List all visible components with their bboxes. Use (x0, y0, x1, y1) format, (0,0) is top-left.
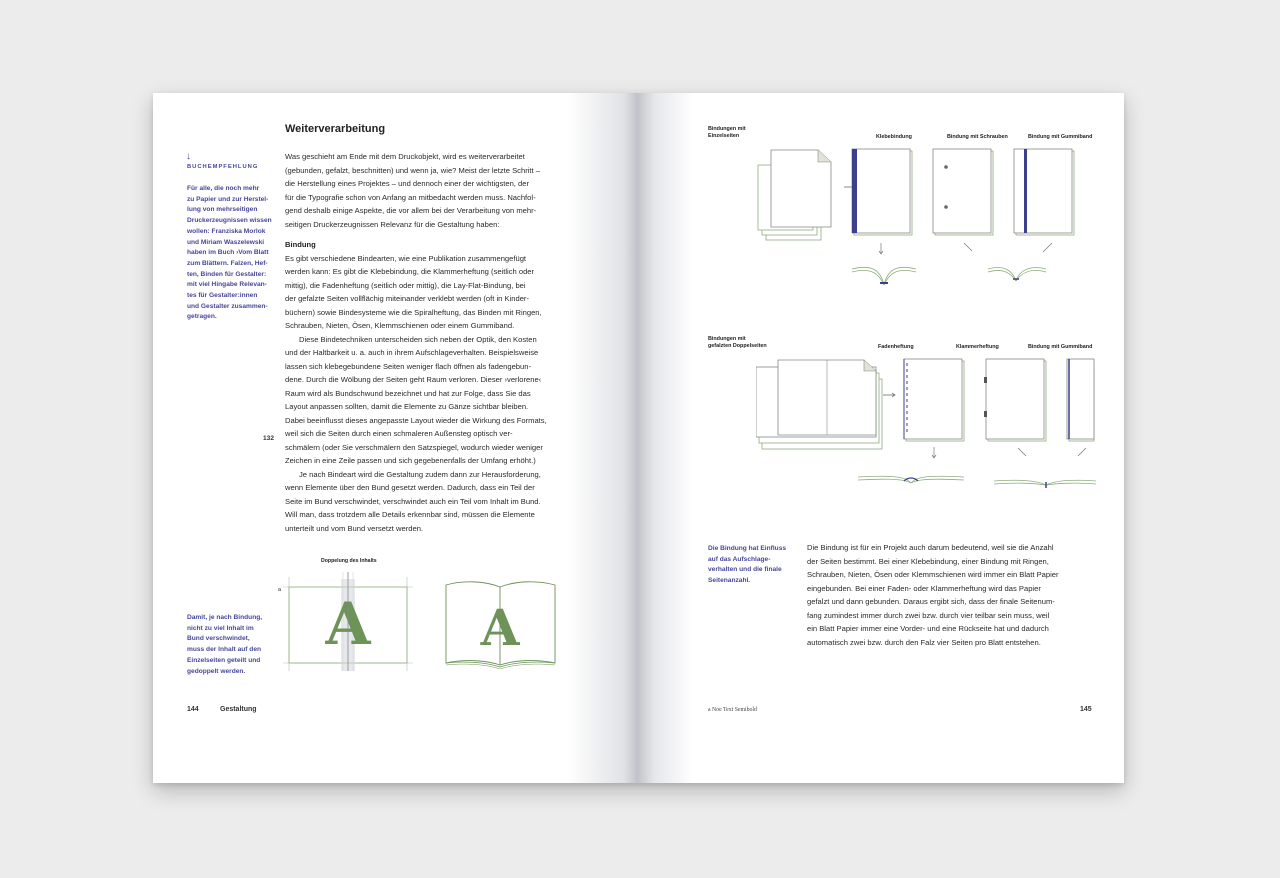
group2-title-1: Fadenheftung (878, 344, 914, 350)
figure-marker: a (278, 587, 281, 593)
page-number-left: 144 (187, 706, 199, 713)
page-number-right: 145 (1080, 706, 1092, 713)
bund-note: Damit, je nach Bindung, nicht zu viel Inhalt im Bund verschwindet, muss der Inhalt auf den Einzelseiten geteilt und gedoppelt werden. (187, 614, 263, 675)
folded-sheet-bindings-diagram (756, 355, 1096, 505)
recommendation-label: BUCHEMPFEHLUNG (187, 164, 259, 170)
svg-text:A: A (480, 598, 520, 657)
split-layout-figure (283, 567, 413, 672)
left-page (153, 93, 638, 783)
group1-title-3: Bindung mit Gummiband (1028, 134, 1093, 140)
subheading: Bindung (285, 240, 316, 249)
gutter-shadow-right (638, 93, 693, 783)
figure-caption: Doppelung des Inhalts (321, 558, 377, 564)
right-page (638, 93, 1124, 783)
binding-caption: Die Bindung hat Einfluss auf das Aufschlage- verhalten und die finale Seitenanzahl. (708, 545, 787, 585)
page-heading: Weiterverarbeitung (285, 123, 386, 135)
group2-title-2: Klammerheftung (956, 344, 999, 350)
side-page-number: 132 (263, 435, 275, 442)
arrow-down-icon: ↓ (186, 151, 191, 162)
binding-body-text: Die Bindung ist für ein Projekt auch darum bedeutend, weil sie die Anzahl der Seiten bestimmt. Bei einer Klebebindung, einer Bindung mit Ringen, Schrauben, Nieten, Ösen oder Klemmschienen wird immer ein Blatt Papier eingebunden. Bei einer Faden- oder Klammerheftung wird das Papier gefalzt und dann gebunden. Daraus ergibt sich, dass der finale Seitenum- fang zumindest immer durch zwei bzw. durch vier teilbar sein muss, weil ein Blatt Papier immer eine Vorder- und eine Rückseite hat und dadurch automatisch zwei bzw. durch den Falz vier Seiten pro Blatt entstehen. (807, 543, 1059, 647)
group1-title-2: Bindung mit Schrauben (947, 134, 1008, 140)
single-sheet-bindings-diagram (756, 145, 1096, 305)
open-book-figure (443, 577, 558, 669)
section-name: Gestaltung (220, 706, 257, 713)
group2-label: Bindungen mit gefalzten Doppelseiten (708, 336, 767, 349)
book-spread (153, 93, 1124, 783)
group2-title-3: Bindung mit Gummiband (1028, 344, 1093, 350)
font-footnote: a Noe Text Semibold (708, 707, 757, 713)
main-body-text: Was geschieht am Ende mit dem Druckobjekt, wird es weiterverarbeitet (gebunden, gefalzt, beschnitten) und wenn ja, wie? Meist der letzte Schritt – die Herstellung eines Projektes – und dennoch einer der wichtigsten, der für die Typografie schon von Anfang an mitbedacht werden muss. Nachfol- gend deshalb einige Aspekte, die vor allem bei der Verarbeitung von mehr- seitigen Druckerzeugnissen Relevanz für die Gestaltung haben: Bindung Es gibt verschiedene Bindearten, wie eine Publikation zusammengefügt werden kann: Es gibt die Klebebindung, die Klammerheftung (seitlich oder mittig), die Fadenheftung (seitlich oder mittig), die Lay-Flat-Bindung, bei der gefalzte Seiten vollflächig miteinander verklebt werden (oft in Kinder- büchern) sowie Bindesysteme wie die Spiralheftung, das Binden mit Ringen, Schrauben, Nieten, Ösen, Klemmschienen oder einem Gummiband. Diese Bindetechniken unterscheiden sich neben der Optik, den Kosten und der Haltbarkeit u. a. auch in ihrem Aufschlageverhalten. Beispielsweise lassen sich klebegebundene Seiten weniger flach öffnen als fadengebun- dene. Durch die Wölbung der Seiten geht Raum verloren. Dieser ›verlorene‹ Raum wird als Bundschwund bezeichnet und hat zur Folge, dass Sie das Layout anpassen sollten, damit die Elemente zu Gänze sichtbar bleiben. Dabei beeinflusst dieses angepasste Layout wieder die Wirkung des Formats, weil sich die Seiten durch einen schmaleren Außensteg optisch ver- schmälern (oder Sie verschmälern den Satzspiegel, wodurch wieder weniger Zeichen in eine Zeile passen und sich gegebenenfalls der Umfang erhöht.) Je nach Bindeart wird die Gestaltung zudem dann zur Herausforderung, wenn Elemente über den Bund gesetzt werden. Dadurch, dass ein Teil der Seite im Bund verschwindet, verschwindet auch ein Teil vom Inhalt im Bund. Will man, dass trotzdem alle Details erkennbar sind, müssen die Elemente unterteilt und vom Bund versetzt werden. (285, 150, 585, 535)
group1-title-1: Klebebindung (876, 134, 912, 140)
recommendation-note: Für alle, die noch mehr zu Papier und zur Herstel- lung von mehrseitigen Druckerzeugnissen wissen wollen: Franziska Morlok und Miriam Waszelewski haben im Buch ›Vom Blatt zum Blättern. Falzen, Hef- ten, Binden für Gestalter: mit viel Hingabe Relevan- tes für Gestalter:innen und Gestalter zusammen- getragen. (187, 185, 272, 321)
group1-label: Bindungen mit Einzelseiten (708, 126, 746, 139)
svg-text:A: A (325, 590, 371, 658)
